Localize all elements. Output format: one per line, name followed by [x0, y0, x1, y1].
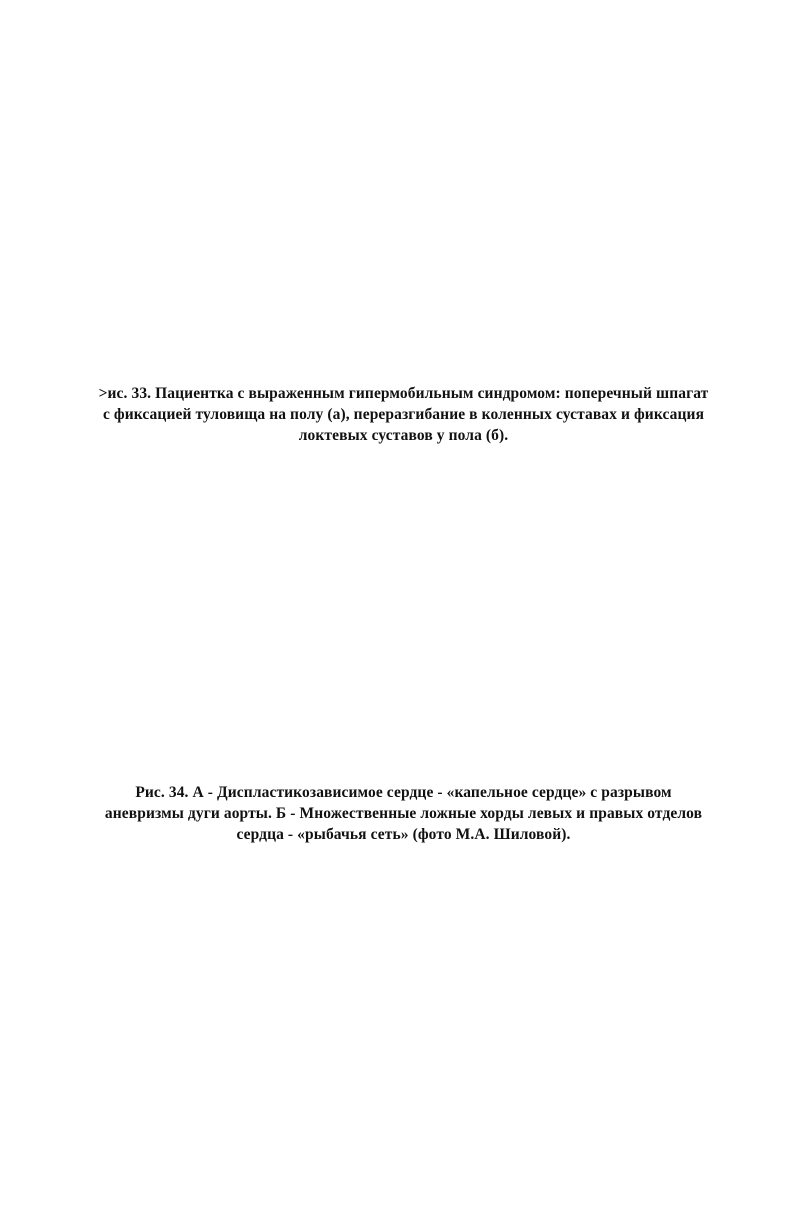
caption-line: >ис. 33. Пациентка с выраженным гипермобильным синдромом: поперечный шпагат [98, 385, 709, 402]
figure-34-caption [70, 782, 737, 845]
figure-33-caption [70, 383, 737, 446]
caption-line: аневризмы дуги аорты. Б - Множественные ложные хорды левых и правых отделов [104, 805, 703, 822]
caption-line: локтевых суставов у пола (б). [298, 427, 509, 444]
caption-line: сердца - «рыбачья сеть» (фото М.А. Шиловой). [236, 826, 571, 843]
caption-line: Рис. 34. А - Диспластикозависимое сердце - «капельное сердце» с разрывом [135, 784, 672, 801]
caption-line: с фиксацией туловища на полу (а), переразгибание в коленных суставах и фиксация [102, 406, 705, 423]
